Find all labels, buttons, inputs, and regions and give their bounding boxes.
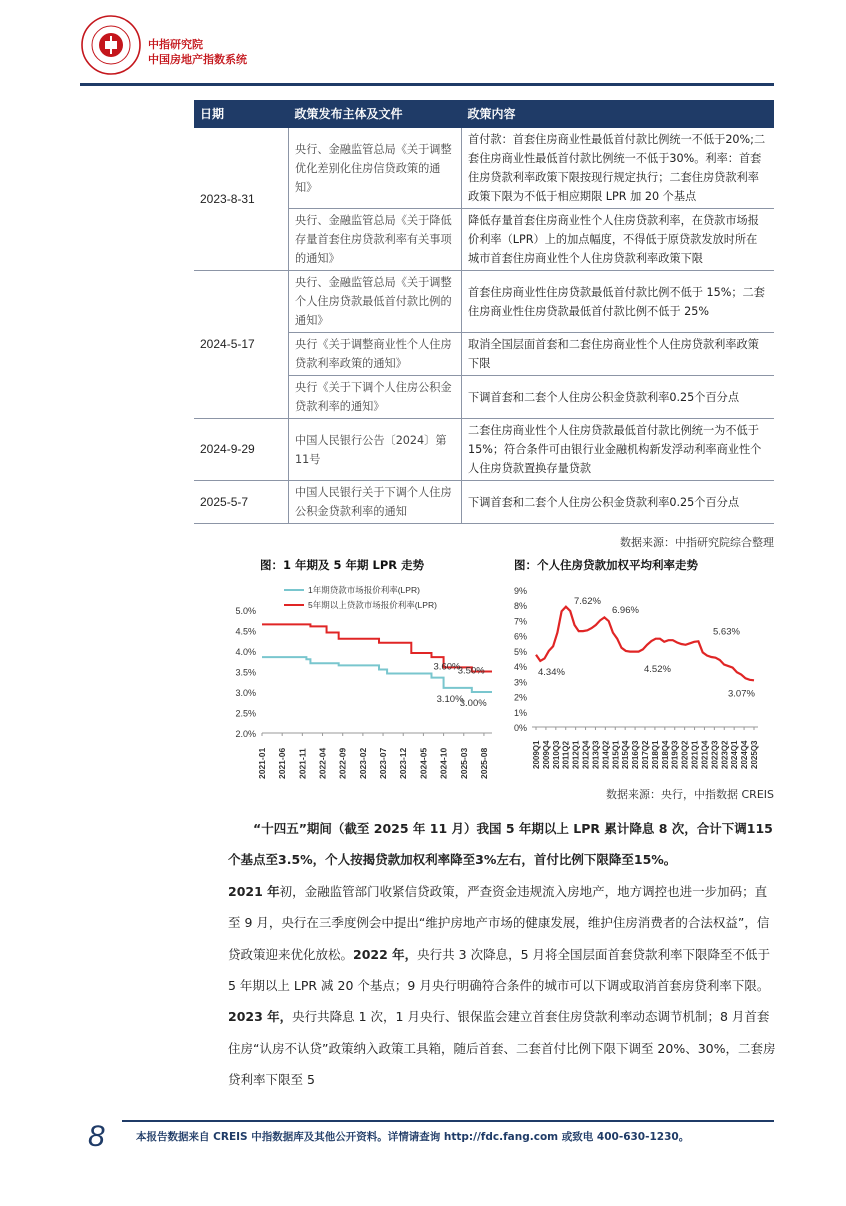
paragraph-2022: 央行共 3 次降息，5 月将全国层面首套贷款利率下限降至不低于 5 年期以上 LPR 减 20 个基点；9 月央行明确符合条件的城市可以下调或取消首套房贷利率下限。 <box>228 946 770 994</box>
x-tick-label: 2018Q4 <box>660 740 670 769</box>
x-tick-label: 2021-06 <box>277 747 288 779</box>
x-tick-label: 2022-04 <box>317 747 328 779</box>
policy-content: 首套住房商业性住房贷款最低首付款比例不低于 15%；二套住房商业性住房贷款最低首付款比例不低于 25% <box>462 271 775 333</box>
table-row <box>194 419 774 481</box>
policy-issuer: 央行《关于下调个人住房公积金贷款利率的通知》 <box>289 376 462 419</box>
legend-label-2: 5年期以上贷款市场报价利率(LPR) <box>308 600 437 610</box>
x-tick-label: 2025Q3 <box>750 740 759 769</box>
mortgage-rate-line-chart <box>508 578 770 786</box>
year-2023-label: 2023 年， <box>228 1009 293 1025</box>
annotation-label: 3.00% <box>459 698 487 709</box>
table-header-row <box>194 100 774 128</box>
policy-content: 下调首套和二套个人住房公积金贷款利率0.25个百分点 <box>462 376 775 419</box>
y-tick-label: 4.5% <box>235 626 256 637</box>
x-tick-label: 2016Q3 <box>631 740 641 769</box>
paragraph-2021: 初，金融监管部门收紧信贷政策，严查资金违规流入房地产，地方调控也进一步加码；直至 9 月，央行在三季度例会中提出“维护房地产市场的健康发展，维护住房消费者的合法权益”，信贷政策迎来优化放松。 <box>228 883 770 962</box>
annotation-label: 6.96% <box>612 605 639 617</box>
x-tick-label: 2025-03 <box>458 747 469 779</box>
x-tick-label: 2023-07 <box>378 747 389 779</box>
left-chart-title: 图：1 年期及 5 年期 LPR 走势 <box>260 558 425 572</box>
header-rule <box>80 83 774 86</box>
table-row <box>194 128 774 209</box>
table-row <box>194 271 774 333</box>
x-tick-label: 2017Q2 <box>641 740 650 769</box>
x-tick-label: 2009Q1 <box>532 740 541 769</box>
policy-content: 降低存量首套住房商业性个人住房贷款利率，在贷款市场报价利率（LPR）上的加点幅度，不得低于原贷款发放时所在城市首套住房商业性个人住房贷款利率政策下限 <box>462 209 775 271</box>
header-date: 日期 <box>194 100 289 128</box>
x-tick-label: 2021-01 <box>257 747 267 779</box>
x-tick-label: 2024-05 <box>418 747 429 779</box>
paragraph-2023: 央行共降息 1 次，1 月央行、银保监会建立首套住房贷款利率动态调节机制；8 月首套住房“认房不认贷”政策纳入政策工具箱，随后首套、二套首付比例下限下调至 20%、30%，二套房贷利率下限至 5 <box>228 1009 776 1088</box>
policy-issuer: 央行、金融监管总局《关于调整个人住房贷款最低首付款比例的通知》 <box>289 271 462 333</box>
y-tick-label: 3.5% <box>235 667 256 678</box>
table-row <box>194 481 774 524</box>
policy-content: 取消全国层面首套和二套住房商业性个人住房贷款利率政策下限 <box>462 333 775 376</box>
x-tick-label: 2023-02 <box>357 747 368 779</box>
page-number: 8 <box>88 1120 105 1153</box>
policy-content: 二套住房商业性个人住房贷款最低首付款比例统一为不低于 15%；符合条件可由银行业金融机构新发浮动利率商业性个人住房贷款置换存量贷款 <box>462 419 775 481</box>
x-tick-label: 2024Q4 <box>740 740 750 769</box>
x-tick-label: 2022Q3 <box>710 740 720 769</box>
x-tick-label: 2023-12 <box>398 747 409 779</box>
summary-paragraph: “十四五”期间（截至 2025 年 11 月）我国 5 年期以上 LPR 累计降息 8 次，合计下调115个基点至3.5%，个人按揭贷款加权利率降至3%左右，首付比例下限降至15%。 <box>228 821 773 868</box>
annotation-label: 3.60% <box>433 661 461 673</box>
policy-date: 2025-5-7 <box>194 481 289 524</box>
y-tick-label: 5% <box>513 646 527 657</box>
x-tick-label: 2020Q2 <box>680 740 690 769</box>
annotation-label: 5.63% <box>713 626 740 638</box>
annotation-label: 3.07% <box>728 688 755 700</box>
policy-issuer: 央行、金融监管总局《关于调整优化差别化住房信贷政策的通知》 <box>289 128 462 209</box>
footer-rule <box>122 1120 774 1122</box>
y-tick-label: 3% <box>513 677 527 688</box>
y-tick-label: 2.0% <box>235 729 256 739</box>
x-tick-label: 2021Q4 <box>700 740 710 769</box>
y-tick-label: 3.0% <box>235 688 256 698</box>
header-org: 中指研究院 <box>148 38 203 51</box>
year-2022-label: 2022 年， <box>353 946 418 962</box>
policy-content: 下调首套和二套个人住房公积金贷款利率0.25个百分点 <box>462 481 775 524</box>
chart-source: 数据来源：央行，中指数据 CREIS <box>606 788 774 801</box>
footer-text: 本报告数据来自 CREIS 中指数据库及其他公开资料。详情请查询 http://fdc.fang.com 或致电 400-630-1230。 <box>136 1131 690 1143</box>
policy-content: 首付款：首套住房商业性最低首付款比例统一不低于20%;二套住房商业性最低首付款比例统一不低于30%。利率：首套住房贷款利率政策下限按现行规定执行；二套住房贷款利率政策下限为不低于相应期限 LPR 加 20 个基点 <box>462 128 775 209</box>
y-tick-label: 4% <box>513 662 527 673</box>
x-tick-label: 2025-08 <box>478 747 489 779</box>
y-tick-label: 7% <box>513 616 527 627</box>
policy-date: 2023-8-31 <box>194 128 289 271</box>
y-tick-label: 6% <box>513 631 527 642</box>
policy-issuer: 中国人民银行关于下调个人住房公积金贷款利率的通知 <box>289 481 462 524</box>
policy-table <box>194 100 774 524</box>
lpr-line-chart <box>226 578 500 786</box>
x-tick-label: 2009Q4 <box>541 740 551 769</box>
y-tick-label: 2.5% <box>235 708 256 719</box>
year-2021-label: 2021 年 <box>228 883 280 899</box>
policy-issuer: 央行、金融监管总局《关于降低存量首套住房贷款利率有关事项的通知》 <box>289 209 462 271</box>
x-tick-label: 2024-10 <box>438 747 449 779</box>
x-tick-label: 2024Q1 <box>730 740 740 769</box>
y-tick-label: 9% <box>513 586 527 596</box>
policy-issuer: 中国人民银行公告〔2024〕第11号 <box>289 419 462 481</box>
x-tick-label: 2021-11 <box>297 748 308 779</box>
policy-date: 2024-9-29 <box>194 419 289 481</box>
x-tick-label: 2015Q1 <box>611 740 621 769</box>
annotation-label: 7.62% <box>574 596 601 608</box>
annotation-label: 4.34% <box>538 666 565 678</box>
annotation-label: 4.52% <box>644 664 671 676</box>
x-tick-label: 2012Q1 <box>571 740 581 769</box>
y-tick-label: 8% <box>513 601 527 612</box>
x-tick-label: 2015Q4 <box>621 740 631 769</box>
table-source: 数据来源：中指研究院综合整理 <box>620 536 774 549</box>
y-tick-label: 2% <box>513 692 527 703</box>
body-text <box>228 813 776 1096</box>
x-tick-label: 2012Q4 <box>581 740 591 769</box>
x-tick-label: 2018Q1 <box>650 740 660 769</box>
policy-date: 2024-5-17 <box>194 271 289 419</box>
header-issuer: 政策发布主体及文件 <box>289 100 462 128</box>
x-tick-label: 2011Q2 <box>561 740 571 769</box>
y-tick-label: 1% <box>513 707 527 718</box>
annotation-label: 3.50% <box>457 665 485 677</box>
china-index-academy-logo <box>80 14 142 76</box>
header-content: 政策内容 <box>462 100 775 128</box>
x-tick-label: 2014Q2 <box>601 740 611 769</box>
annotation-label: 3.10% <box>436 693 464 705</box>
y-tick-label: 4.0% <box>235 647 256 657</box>
header-system: 中国房地产指数系统 <box>148 53 247 66</box>
right-chart-title: 图：个人住房贷款加权平均利率走势 <box>514 558 698 572</box>
x-tick-label: 2010Q3 <box>551 740 561 769</box>
y-tick-label: 0% <box>513 723 527 733</box>
x-tick-label: 2022-09 <box>337 747 348 779</box>
x-tick-label: 2021Q1 <box>690 740 700 769</box>
legend-label-1: 1年期贷款市场报价利率(LPR) <box>308 585 420 595</box>
x-tick-label: 2019Q3 <box>670 740 680 769</box>
x-tick-label: 2023Q2 <box>720 740 730 769</box>
policy-issuer: 央行《关于调整商业性个人住房贷款利率政策的通知》 <box>289 333 462 376</box>
y-tick-label: 5.0% <box>235 606 256 616</box>
x-tick-label: 2013Q3 <box>591 740 601 769</box>
